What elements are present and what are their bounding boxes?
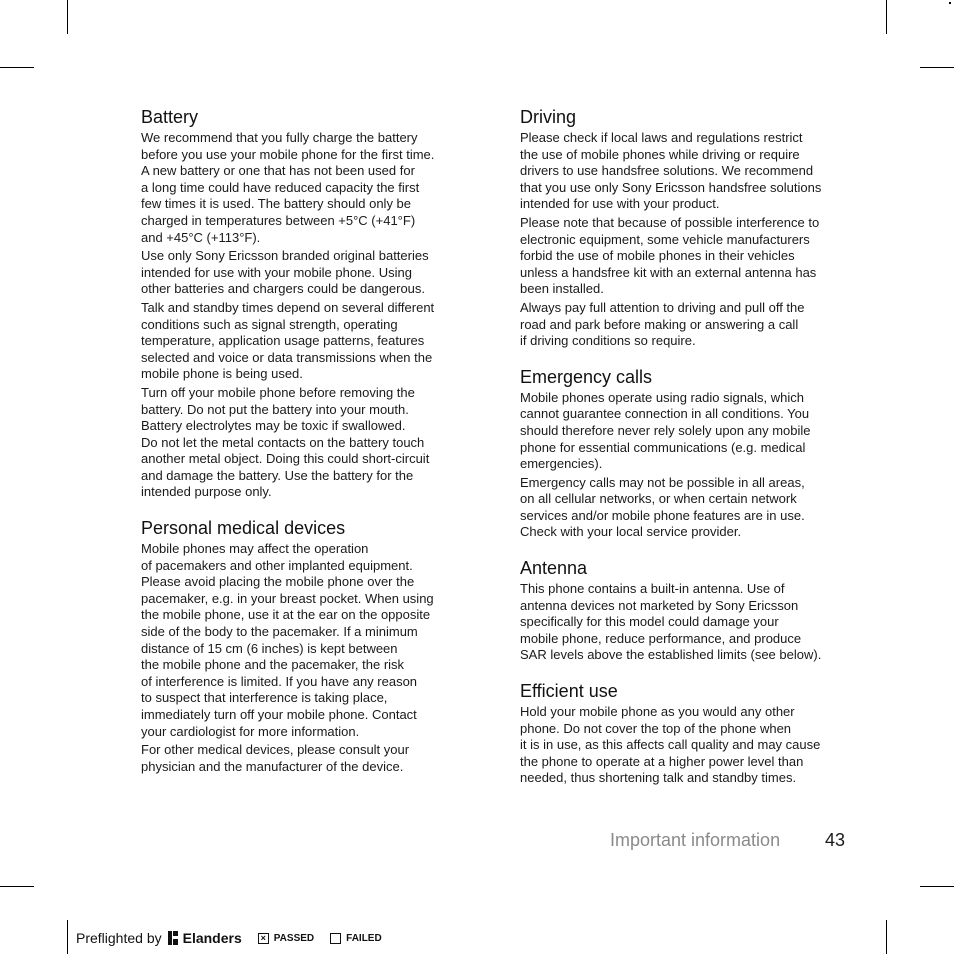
crop-mark (886, 920, 887, 954)
right-column (520, 106, 850, 803)
left-column (141, 106, 471, 791)
crop-mark (0, 67, 34, 68)
crop-mark (920, 886, 954, 887)
passed-checkbox (258, 933, 314, 944)
section-heading: Efficient use (520, 681, 618, 702)
paragraph: For other medical devices, please consult your physician and the manufacturer of the device. (141, 742, 410, 774)
crop-mark (920, 67, 954, 68)
paragraph: Hold your mobile phone as you would any other phone. Do not cover the top of the phone when it is in use, as this affects call quality and may cause the phone to operate at a higher power level than needed, thus shortening talk and standby times. (520, 704, 821, 786)
paragraph: Mobile phones may affect the operation of pacemakers and other implanted equipment. Please avoid placing the mobile phone over the pacemaker, e.g. in your breast pocket. When using the mobile phone, use it at the ear on the opposite side of the body to the pacemaker. If a minimum distance of 15 cm (6 inches) is kept between the mobile phone and the pacemaker, the risk of interference is limited. If you have any reason to suspect that interference is taking place, immediately turn off your mobile phone. Contact your cardiologist for more information. (141, 541, 434, 739)
crop-mark (886, 0, 887, 34)
elanders-logo-icon (168, 931, 180, 945)
paragraph: Mobile phones operate using radio signals, which cannot guarantee connection in all conditions. You should therefore never rely solely upon any mobile phone for essential communications (e.g. medical emergencies). (520, 389, 811, 472)
crop-mark (67, 0, 68, 34)
elanders-logo (168, 930, 242, 946)
unchecked-box-icon (330, 933, 341, 944)
preflight-prefix: Preflighted by (76, 930, 162, 946)
paragraph: This phone contains a built-in antenna. Use of antenna devices not marketed by Sony Ericsson specifically for this model could damage your mobile phone, reduce performance, and produce SAR levels above the established limits (see below). (520, 581, 822, 663)
paragraph: Turn off your mobile phone before removing the battery. Do not put the battery into your mouth. Battery electrolytes may be toxic if swallowed. Do not let the metal contacts on the battery touch another metal object. Doing this could short-circuit and damage the battery. Use the battery for the intended purpose only. (141, 384, 430, 500)
crop-mark (67, 920, 68, 954)
section-efficient-use (520, 680, 850, 787)
section-battery (141, 106, 471, 501)
page-number: 43 (825, 830, 846, 850)
section-heading: Battery (141, 107, 199, 127)
section-personal-medical-devices (141, 517, 471, 775)
paragraph: Use only Sony Ericsson branded original batteries intended for use with your mobile phone. Using other batteries and chargers could be dangerous. (141, 248, 429, 297)
section-heading: Driving (520, 107, 577, 127)
elanders-brand-name: Elanders (182, 930, 242, 946)
section-antenna (520, 557, 850, 664)
crop-mark (0, 886, 34, 887)
section-heading: Emergency calls (520, 366, 653, 387)
footer-section-label: Important information (610, 830, 781, 850)
section-heading: Personal medical devices (141, 518, 346, 539)
registration-dot (949, 2, 951, 4)
paragraph: We recommend that you fully charge the battery before you use your mobile phone for the first time. A new battery or one that has not been used for a long time could have reduced capacity the first few times it is used. The battery should only be charged in temperatures between +5°C (+41°F) and +45°C (+113°F). (141, 130, 435, 245)
paragraph: Talk and standby times depend on several different conditions such as signal strength, operating temperature, application usage patterns, features selected and voice or data transmissions when the mobile phone is being used. (141, 299, 435, 382)
section-driving (520, 106, 850, 350)
paragraph: Emergency calls may not be possible in all areas, on all cellular networks, or when certain network services and/or mobile phone features are in use. Check with your local service provider. (520, 474, 805, 540)
section-heading: Antenna (520, 558, 588, 579)
paragraph: Please check if local laws and regulations restrict the use of mobile phones while driving or require drivers to use handsfree solutions. We recommend that you use only Sony Ericsson handsfree solutions intended for use with your product. (520, 130, 822, 212)
checked-box-icon: × (258, 933, 269, 944)
passed-label: PASSED (273, 932, 315, 944)
preflight-stamp (76, 928, 382, 948)
paragraph: Please note that because of possible interference to electronic equipment, some vehicle manufacturers forbid the use of mobile phones in their vehicles unless a handsfree kit with an external antenna has been installed. (520, 214, 820, 297)
failed-label: FAILED (346, 932, 382, 944)
paragraph: Always pay full attention to driving and pull off the road and park before making or answering a call if driving conditions so require. (520, 299, 805, 349)
section-emergency-calls (520, 366, 850, 541)
failed-checkbox (330, 933, 382, 944)
